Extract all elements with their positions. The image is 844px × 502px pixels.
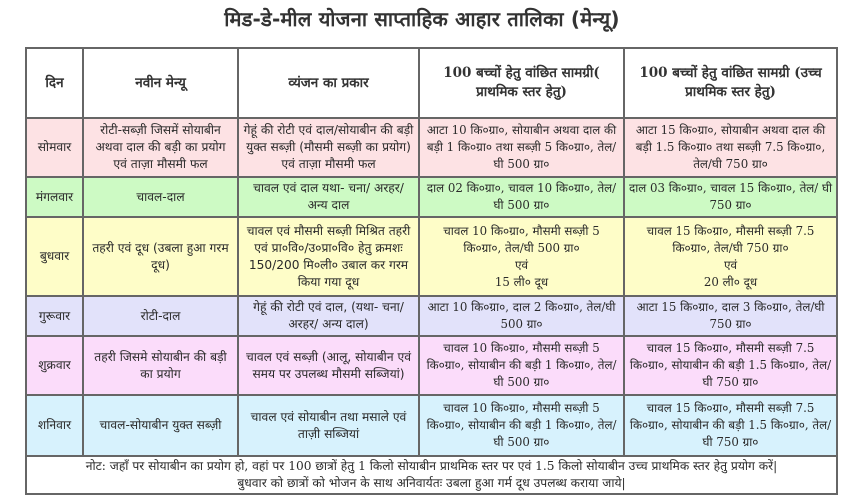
primary-quantity-cell <box>419 217 624 296</box>
day-cell: सोमवार <box>26 118 83 177</box>
note-row <box>26 456 837 494</box>
menu-cell: रोटी-दाल <box>83 296 238 336</box>
day-cell: गुरूवार <box>26 296 83 336</box>
menu-cell: रोटी-सब्ज़ी जिसमें सोयाबीन अथवा दाल की बड़ी का प्रयोग एवं ताज़ा मौसमी फल <box>83 118 238 177</box>
primary-milk-text: 15 ली० दूध <box>494 274 549 289</box>
upper-primary-quantity-cell: चावल 15 कि०ग्रा०, मौसमी सब्ज़ी 7.5 कि०ग्रा०, सोयाबीन की बड़ी 1.5 कि०ग्रा०, तेल/घी 750 ग्रा० <box>624 336 837 395</box>
menu-cell: तहरी जिसमे सोयाबीन की बड़ी का प्रयोग <box>83 336 238 395</box>
day-cell: शुक्रवार <box>26 336 83 395</box>
note-line-2: बुधवार को छात्रों को भोजन के साथ अनिवार्यतः उबला हुआ गर्म दूध उपलब्ध कराया जाये| <box>237 476 626 490</box>
menu-cell: चावल-सोयाबीन युक्त सब्ज़ी <box>83 395 238 456</box>
primary-quantity-text: चावल 10 कि०ग्रा०, मौसमी सब्ज़ी 5 कि०ग्रा०, तेल/घी 500 ग्रा० <box>443 223 600 255</box>
upper-primary-and-text: एवं <box>723 257 738 272</box>
primary-quantity-cell: चावल 10 कि०ग्रा०, मौसमी सब्ज़ी 5 कि०ग्रा०, सोयाबीन की बड़ी 1 कि०ग्रा०, तेल/घी 500 ग्रा० <box>419 336 624 395</box>
dish-type-cell: चावल एवं सोयाबीन तथा मसाले एवं ताज़ी सब्जियां <box>238 395 419 456</box>
note-line-1: नोट: जहाँ पर सोयाबीन का प्रयोग हो, वहां पर 100 छात्रों हेतु 1 किलो सोयाबीन प्राथमिक स्तर पर एवं 1.5 किलो सोयाबीन उच्च प्राथमिक स्तर हेतु प्रयोग करें| <box>85 459 778 473</box>
upper-primary-milk-text: 20 ली० दूध <box>703 274 758 289</box>
header-day: दिन <box>26 48 83 118</box>
header-upper-primary-material: 100 बच्चों हेतु वांछित सामग्री (उच्च प्राथमिक स्तर हेतु) <box>624 48 837 118</box>
day-cell: मंगलवार <box>26 177 83 217</box>
table-row-tuesday <box>26 177 837 217</box>
upper-primary-quantity-cell: आटा 15 कि०ग्रा०, दाल 3 कि०ग्रा०, तेल/घी 750 ग्रा० <box>624 296 837 336</box>
primary-quantity-cell: दाल 02 कि०ग्रा०, चावल 10 कि०ग्रा०, तेल/ घी 500 ग्रा० <box>419 177 624 217</box>
upper-primary-quantity-text: चावल 15 कि०ग्रा०, मौसमी सब्ज़ी 7.5 कि०ग्रा०, तेल/घी 750 ग्रा० <box>646 223 815 255</box>
table-row-wednesday <box>26 217 837 296</box>
primary-quantity-cell: चावल 10 कि०ग्रा०, मौसमी सब्ज़ी 5 कि०ग्रा०, सोयाबीन की बड़ी 1 कि०ग्रा०, तेल/घी 500 ग्रा० <box>419 395 624 456</box>
table-row-thursday <box>26 296 837 336</box>
menu-cell: तहरी एवं दूध (उबला हुआ गरम दूध) <box>83 217 238 296</box>
upper-primary-quantity-cell: आटा 15 कि०ग्रा०, सोयाबीन अथवा दाल की बड़ी 1.5 कि०ग्रा० तथा सब्ज़ी 7.5 कि०ग्रा०, तेल/घी 750 ग्रा० <box>624 118 837 177</box>
weekly-menu-table <box>25 47 838 495</box>
header-dish-type: व्यंजन का प्रकार <box>238 48 419 118</box>
dish-type-cell: गेहूं की रोटी एवं दाल/सोयाबीन की बड़ी युक्त सब्ज़ी (मौसमी सब्ज़ी का प्रयोग) एवं ताज़ा मौसमी फल <box>238 118 419 177</box>
upper-primary-quantity-cell: चावल 15 कि०ग्रा०, मौसमी सब्ज़ी 7.5 कि०ग्रा०, सोयाबीन की बड़ी 1.5 कि०ग्रा०, तेल/घी 750 ग्रा० <box>624 395 837 456</box>
header-new-menu: नवीन मेन्यू <box>83 48 238 118</box>
note-cell <box>26 456 837 494</box>
dish-type-cell: चावल एवं मौसमी सब्ज़ी मिश्रित तहरी एवं प्रा०वि०/उ०प्रा०वि० हेतु क्रमशः 150/200 मि०ली० उबाल कर गरम किया गया दूध <box>238 217 419 296</box>
primary-quantity-cell: आटा 10 कि०ग्रा०, दाल 2 कि०ग्रा०, तेल/घी 500 ग्रा० <box>419 296 624 336</box>
table-row-friday <box>26 336 837 395</box>
table-header-row <box>26 48 837 118</box>
page-title: मिड-डे-मील योजना साप्ताहिक आहार तालिका (मेन्यू) <box>224 7 620 31</box>
primary-and-text: एवं <box>514 257 529 272</box>
dish-type-cell: चावल एवं सब्ज़ी (आलू, सोयाबीन एवं समय पर उपलब्ध मौसमी सब्जियां) <box>238 336 419 395</box>
header-primary-material: 100 बच्चों हेतु वांछित सामग्री( प्राथमिक स्तर हेतु) <box>419 48 624 118</box>
day-cell: शनिवार <box>26 395 83 456</box>
primary-quantity-cell: आटा 10 कि०ग्रा०, सोयाबीन अथवा दाल की बड़ी 1 कि०ग्रा० तथा सब्ज़ी 5 कि०ग्रा०, तेल/घी 500 ग्रा० <box>419 118 624 177</box>
upper-primary-quantity-cell: दाल 03 कि०ग्रा०, चावल 15 कि०ग्रा०, तेल/ घी 750 ग्रा० <box>624 177 837 217</box>
table-row-monday <box>26 118 837 177</box>
upper-primary-quantity-cell <box>624 217 837 296</box>
day-cell: बुधवार <box>26 217 83 296</box>
table-row-saturday <box>26 395 837 456</box>
menu-cell: चावल-दाल <box>83 177 238 217</box>
dish-type-cell: चावल एवं दाल यथा- चना/ अरहर/ अन्य दाल <box>238 177 419 217</box>
dish-type-cell: गेहूं की रोटी एवं दाल, (यथा- चना/ अरहर/ अन्य दाल) <box>238 296 419 336</box>
